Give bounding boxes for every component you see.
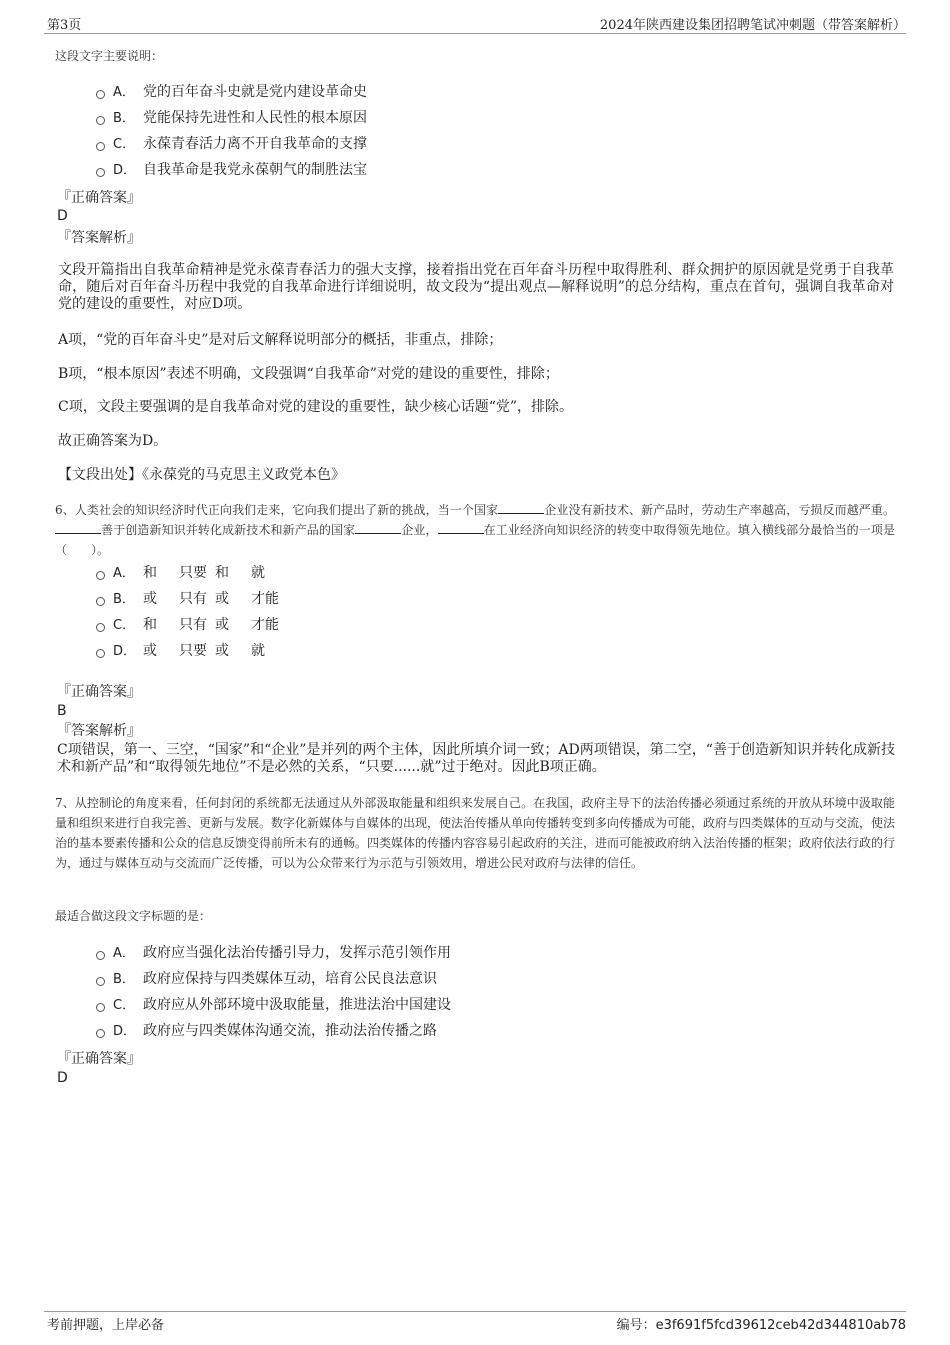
document-code: 编号：e3f691f5fcd39612ceb42d344810ab78 (616, 1318, 906, 1333)
q5-option-a[interactable]: A． 党的百年奋斗史就是党内建设革命史 (96, 82, 367, 102)
radio-icon[interactable] (96, 168, 105, 177)
q7-option-d[interactable]: D． 政府应与四类媒体沟通交流，推动法治传播之路 (96, 1021, 437, 1041)
fill-blank (438, 533, 484, 534)
q5-analysis-b: B项，“根本原因”表述不明确，文段强调“自我革命”对党的建设的重要性，排除； (58, 366, 559, 382)
q5-option-d[interactable]: D． 自我革命是我党永葆朝气的制胜法宝 (96, 160, 367, 180)
document-title: 2024年陕西建设集团招聘笔试冲刺题（带答案解析） (599, 18, 906, 33)
q5-answer-label: 『正确答案』 (57, 190, 141, 206)
q7-option-a[interactable]: A． 政府应当强化法治传播引导力，发挥示范引领作用 (96, 943, 451, 963)
q5-option-c[interactable]: C． 永葆青春活力离不开自我革命的支撑 (96, 134, 367, 154)
radio-icon[interactable] (96, 623, 105, 632)
radio-icon[interactable] (96, 571, 105, 580)
fill-blank (55, 533, 101, 534)
q7-answer: D (57, 1070, 68, 1086)
footer-slogan: 考前押题，上岸必备 (47, 1318, 165, 1333)
q5-prompt: 这段文字主要说明： (55, 49, 164, 63)
q6-question: 6、人类社会的知识经济时代正向我们走来，它向我们提出了新的挑战，当一个国家 企业没有新技术、新产品时，劳动生产率越高，亏损反而越严重。善于创造新知识并转化成新技术和新产品的国家 企业， 在工业经济向知识经济的转变中取得领先地位。填入横线部分最恰当的一项是（ ）。 (55, 503, 895, 557)
q5-source: 【文段出处】《永葆党的马克思主义政党本色》 (58, 467, 345, 483)
q6-analysis-label: 『答案解析』 (57, 723, 141, 739)
q6-option-c[interactable]: C． 和 只有 或 才能 (96, 615, 279, 635)
radio-icon[interactable] (96, 1003, 105, 1012)
radio-icon[interactable] (96, 977, 105, 986)
q7-option-c[interactable]: C． 政府应从外部环境中汲取能量，推进法治中国建设 (96, 995, 451, 1015)
radio-icon[interactable] (96, 597, 105, 606)
radio-icon[interactable] (96, 116, 105, 125)
radio-icon[interactable] (96, 951, 105, 960)
q7-answer-label: 『正确答案』 (57, 1051, 141, 1067)
q5-analysis-label: 『答案解析』 (57, 230, 141, 246)
q5-analysis-a: A项，“党的百年奋斗史”是对后文解释说明部分的概括，非重点，排除； (58, 332, 503, 348)
page-number: 第3页 (47, 18, 82, 33)
fill-blank (498, 513, 544, 514)
q6-analysis-body: C项错误，第一、三空，“国家”和“企业”是并列的两个主体，因此所填介词一致；AD两项错误，第二空，“善于创造新知识并转化成新技术和新产品”和“取得领先地位”不是必然的关系，“只要......就”过于绝对。因此B项正确。 (57, 742, 895, 775)
header-divider (44, 33, 906, 34)
radio-icon[interactable] (96, 90, 105, 99)
radio-icon[interactable] (96, 142, 105, 151)
fill-blank (355, 533, 401, 534)
radio-icon[interactable] (96, 649, 105, 658)
q5-analysis-conclusion: 故正确答案为D。 (58, 433, 168, 449)
q6-option-d[interactable]: D． 或 只要 或 就 (96, 641, 265, 661)
q6-answer-label: 『正确答案』 (57, 684, 141, 700)
q7-prompt: 最适合做这段文字标题的是： (55, 909, 212, 923)
q5-analysis-body: 文段开篇指出自我革命精神是党永葆青春活力的强大支撑，接着指出党在百年奋斗历程中取得胜利、群众拥护的原因就是党勇于自我革命，随后对百年奋斗历程中我党的自我革命进行详细说明，故文段为“提出观点—解释说明”的总分结构，重点在首句，强调自我革命对党的建设的重要性，对应D项。 (58, 262, 894, 312)
q5-option-b[interactable]: B． 党能保持先进性和人民性的根本原因 (96, 108, 367, 128)
q6-option-a[interactable]: A． 和 只要 和 就 (96, 563, 265, 583)
footer-divider (44, 1311, 906, 1312)
radio-icon[interactable] (96, 1029, 105, 1038)
q7-question: 7、从控制论的角度来看，任何封闭的系统都无法通过从外部汲取能量和组织来发展自己。在我国，政府主导下的法治传播必须通过系统的开放从环境中汲取能量和组织来进行自我完善、更新与发展。数字化新媒体与自媒体的出现，使法治传播从单向传播转变到多向传播成为可能，政府与四类媒体的互动与交流，使法治的基本要素传播和公众的信息反馈变得前所未有的通畅。四类媒体的传播内容容易引起政府的关注，进而可能被政府纳入法治传播的框架；政府依法行政的行为，通过与媒体互动与交流而广泛传播，可以为公众带来行为示范与引领效用，增进公民对政府与法律的信任。 (55, 796, 896, 870)
q6-answer: B (57, 703, 67, 719)
q7-option-b[interactable]: B． 政府应保持与四类媒体互动，培育公民良法意识 (96, 969, 437, 989)
q6-option-b[interactable]: B． 或 只有 或 才能 (96, 589, 279, 609)
q5-answer: D (57, 208, 68, 224)
q5-analysis-c: C项，文段主要强调的是自我革命对党的建设的重要性，缺少核心话题“党”，排除。 (58, 399, 574, 415)
